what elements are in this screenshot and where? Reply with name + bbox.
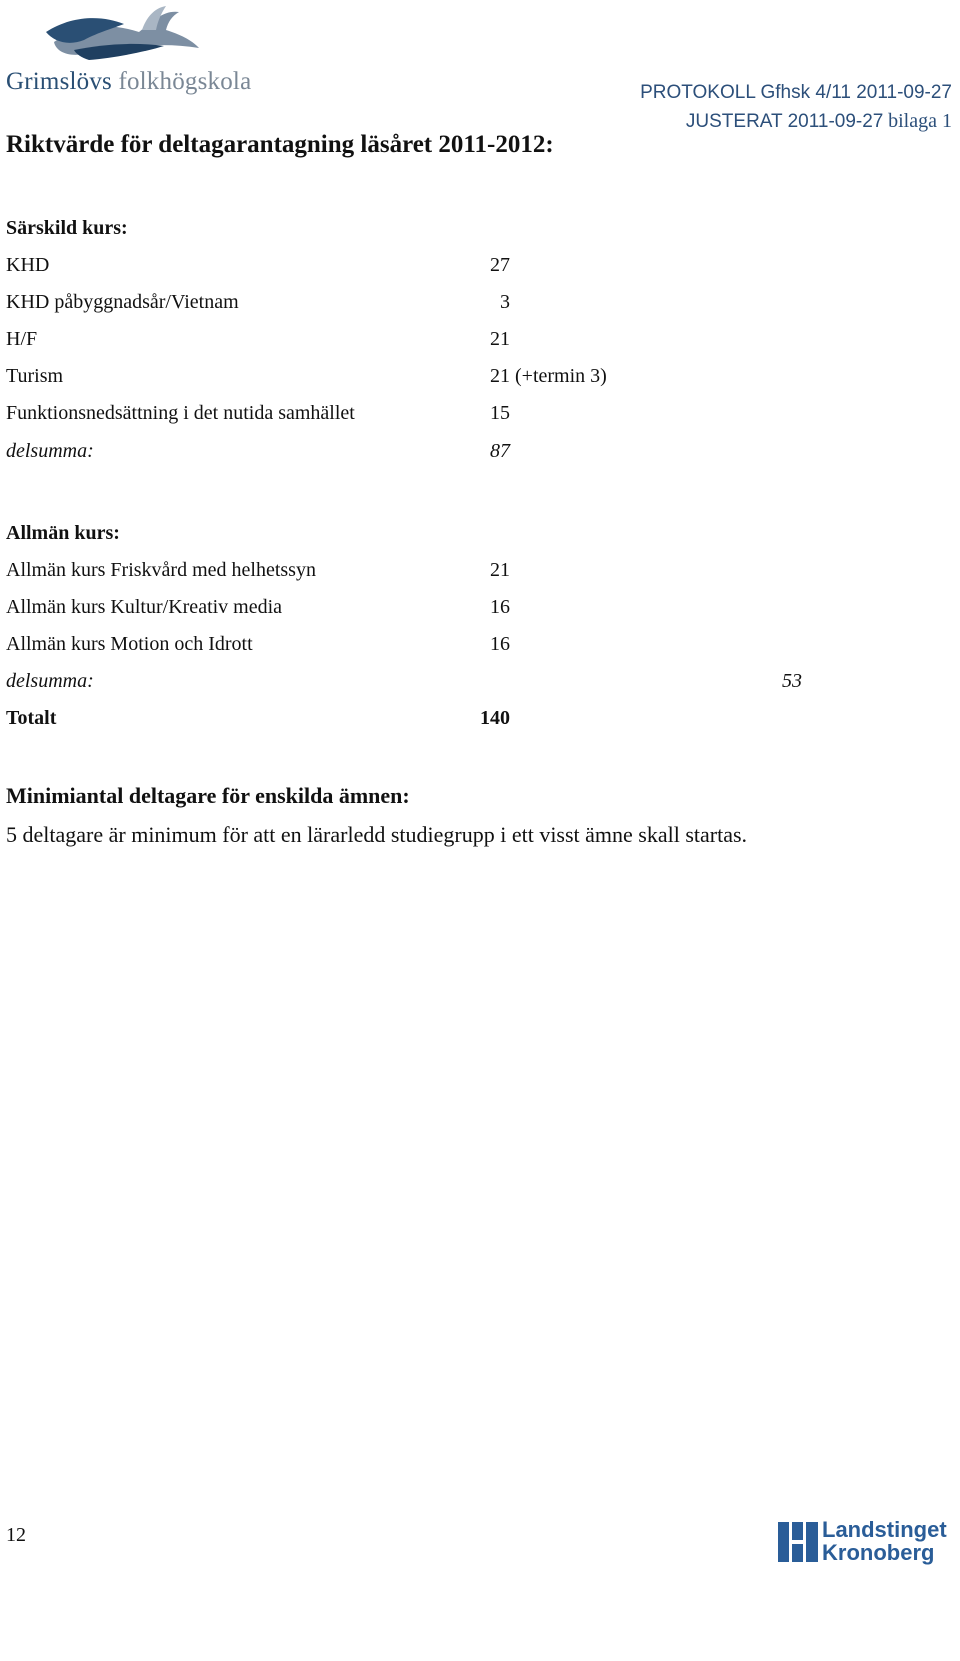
row-value: 21 [490, 328, 510, 350]
logo-text-kronoberg: Kronoberg [822, 1540, 935, 1565]
protocol-reference: PROTOKOLL Gfhsk 4/11 2011-09-27 [640, 82, 952, 103]
row-label: Funktionsnedsättning i det nutida samhället [6, 402, 355, 424]
row-value: 21 [490, 559, 510, 581]
row-label: KHD [6, 254, 50, 276]
subtotal-label: delsumma: [6, 670, 94, 692]
minimum-heading: Minimiantal deltagare för enskilda ämnen: [6, 783, 410, 808]
logo-text-landstinget: Landstinget [822, 1517, 947, 1542]
subtotal-value: 87 [490, 440, 510, 462]
row-label: Turism [6, 365, 64, 387]
total-label: Totalt [6, 707, 57, 729]
row-value: 16 [490, 596, 510, 618]
row-label: Allmän kurs Kultur/Kreativ media [6, 596, 283, 618]
section-heading-allman: Allmän kurs: [6, 522, 120, 544]
logo-text-grimslovs: Grimslövs [6, 68, 112, 95]
row-value: 3 [500, 291, 510, 313]
row-value: 15 [490, 402, 510, 424]
landstinget-mark-icon [778, 1522, 818, 1562]
section-heading-sarskild: Särskild kurs: [6, 217, 128, 239]
page-number: 12 [6, 1524, 26, 1546]
minimum-text: 5 deltagare är minimum för att en lärarledd studiegrupp i ett visst ämne skall startas. [6, 822, 748, 847]
row-label: Allmän kurs Friskvård med helhetssyn [6, 559, 316, 581]
justerat-line [686, 110, 952, 133]
justerat-date: JUSTERAT 2011-09-27 [685, 111, 884, 132]
page-title: Riktvärde för deltagarantagning läsåret 2011-2012: [6, 131, 554, 158]
logo-text-folkhogskola: folkhögskola [118, 68, 252, 95]
subtotal-label: delsumma: [6, 440, 94, 462]
row-label: KHD påbyggnadsår/Vietnam [6, 291, 239, 313]
row-label: Allmän kurs Motion och Idrott [6, 633, 253, 655]
row-note: (+termin 3) [515, 365, 607, 387]
landstinget-kronoberg-logo [778, 1517, 954, 1565]
row-label: H/F [6, 328, 38, 350]
row-value: 21 [490, 365, 510, 387]
subtotal-value: 53 [782, 670, 802, 692]
total-value: 140 [480, 707, 510, 729]
row-value: 27 [490, 254, 510, 276]
row-value: 16 [490, 633, 510, 655]
bilaga-label: bilaga 1 [888, 110, 952, 132]
grimslov-logo [4, 0, 254, 105]
swan-logo-icon [44, 2, 204, 72]
row-value-with-note [490, 365, 607, 388]
